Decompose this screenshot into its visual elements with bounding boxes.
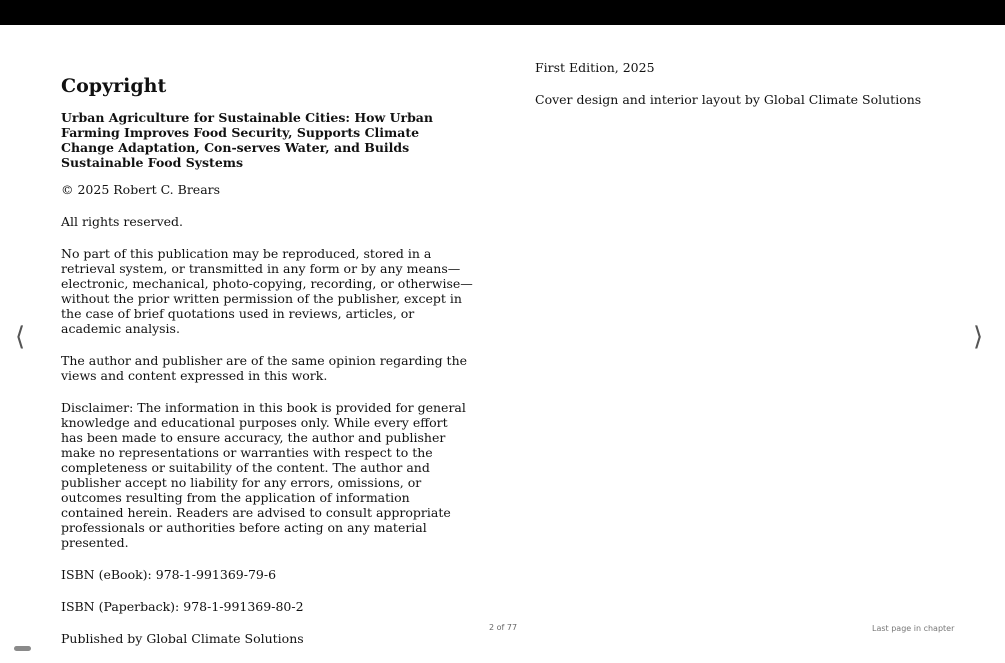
rights-line: All rights reserved. bbox=[61, 214, 184, 229]
chevron-right-icon[interactable]: ⟩ bbox=[973, 322, 984, 352]
edition-line: First Edition, 2025 bbox=[535, 60, 655, 75]
chapter-status: Last page in chapter bbox=[872, 624, 955, 633]
isbn-ebook: ISBN (eBook): 978-1-991369-79-6 bbox=[61, 567, 277, 582]
top-bar bbox=[0, 0, 1005, 25]
disclaimer: Disclaimer: The information in this book is provided for general knowledge and educational purposes only. While every effort has been made to ensure accuracy, the author and publisher make no representations or warranties with respect to the completeness or suitability of the content. The author and publisher accept no liability for any errors, omissions, or outcomes resulting from the application of information contained herein. Readers are advised to consult appropriate professionals or authorities before acting on any material presented. bbox=[61, 400, 466, 550]
left-page bbox=[61, 74, 473, 663]
chevron-left-icon[interactable]: ⟨ bbox=[15, 322, 26, 352]
opinion-statement: The author and publisher are of the same opinion regarding the views and content expressed in this work. bbox=[61, 353, 468, 383]
publisher-line: Published by Global Climate Solutions bbox=[61, 631, 304, 646]
book-title: Urban Agriculture for Sustainable Cities: How Urban Farming Improves Food Security, Supports Climate Change Adaptation, Con-serves Water, and Builds Sustainable Food Systems bbox=[61, 110, 433, 170]
right-page bbox=[535, 60, 935, 124]
reproduction-notice: No part of this publication may be reproduced, stored in a retrieval system, or transmitted in any form or by any means—electronic, mechanical, photo-copying, recording, or otherwise—without the prior written permission of the publisher, except in the case of brief quotations used in reviews, articles, or academic analysis. bbox=[61, 246, 473, 336]
scrollbar-handle[interactable] bbox=[14, 646, 31, 651]
isbn-paperback: ISBN (Paperback): 978-1-991369-80-2 bbox=[61, 599, 304, 614]
design-credit: Cover design and interior layout by Global Climate Solutions bbox=[535, 92, 922, 107]
copyright-line: © 2025 Robert C. Brears bbox=[61, 182, 221, 197]
page-counter: 2 of 77 bbox=[489, 623, 518, 632]
page-title: Copyright bbox=[61, 75, 167, 97]
